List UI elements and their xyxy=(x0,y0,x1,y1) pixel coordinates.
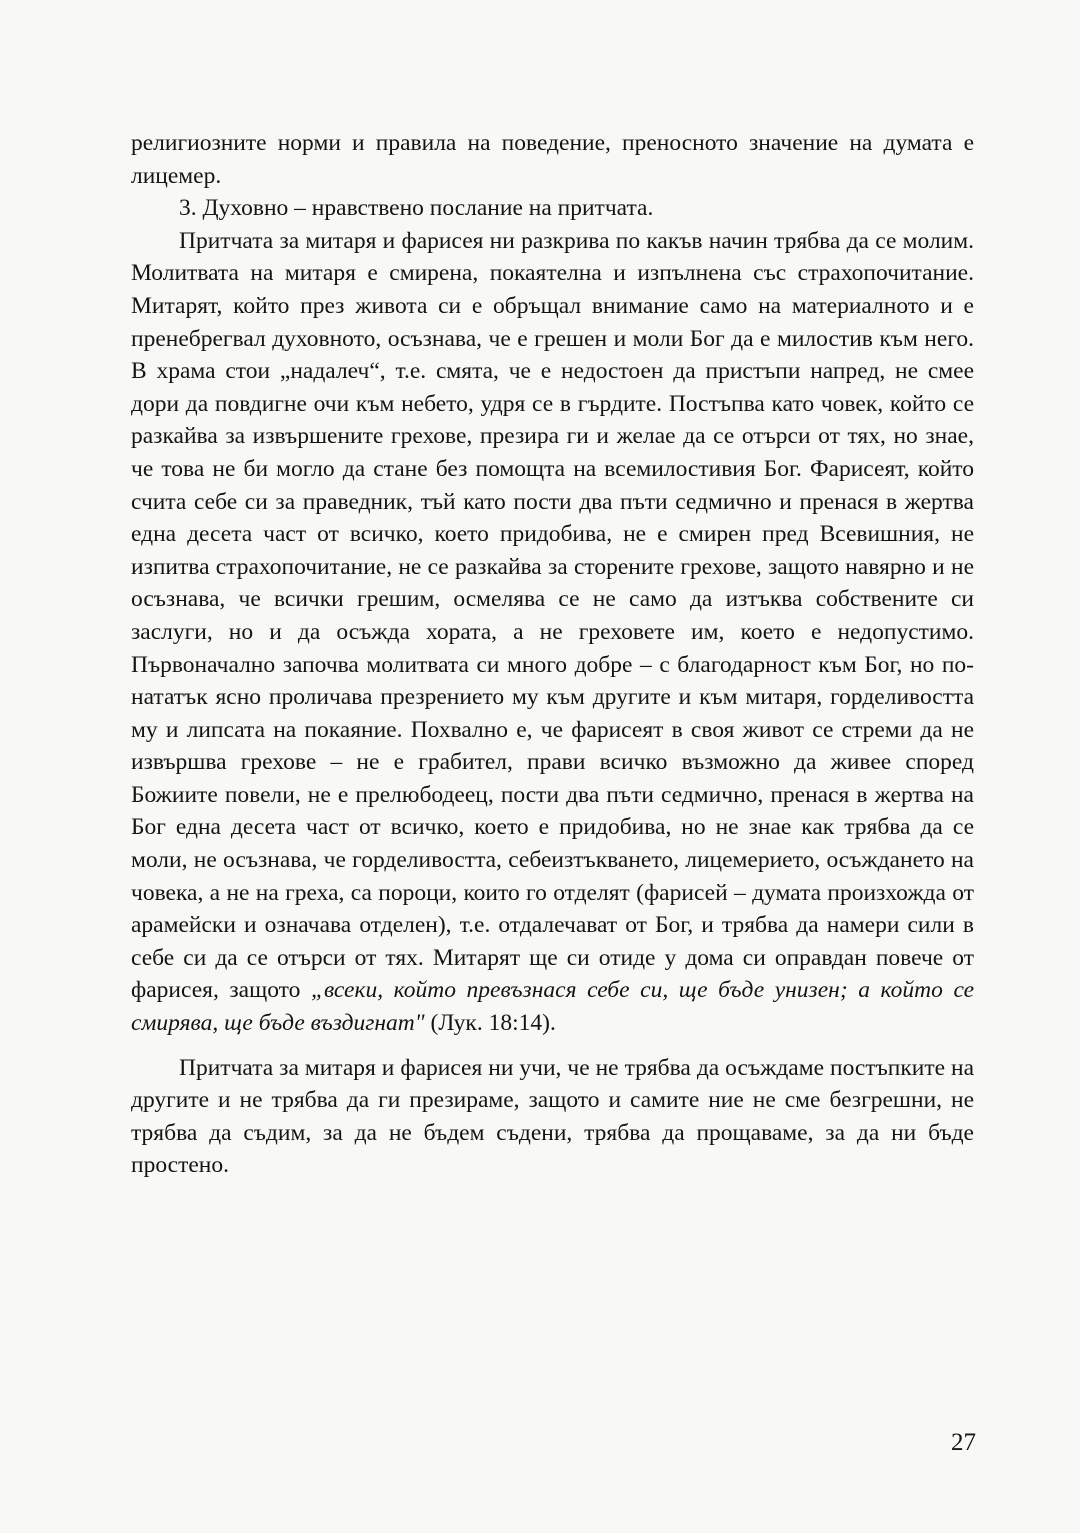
body-text xyxy=(131,127,974,1182)
paragraph-conclusion: Притчата за митаря и фарисея ни учи, че не трябва да осъждаме постъпките на другите и не трябва да ги презираме, защото и самите ние не сме безгрешни, не трябва да съдим, за да не бъдем съдени, трябва да прощаваме, за да ни бъде простено. xyxy=(131,1054,974,1179)
bible-quote: „всеки, който превъзнася себе си, ще бъде унизен; а който се смирява, ще бъде въздигнат" xyxy=(131,977,974,1037)
paragraph-main-text: Притчата за митаря и фарисея ни разкрива по какъв начин трябва да се молим. Молитвата на митаря е смирена, покаятелна и изпълнена със страхопочитание. Митарят, който през живота си е обръщал внимание само на материалното и е пренебрегвал духовното, осъзнава, че е грешен и моли Бог да е милостив към него. В храма стои „надалеч“, т.е. смята, че е недостоен да пристъпи напред, не смее дори да повдигне очи към небето, удря се в гърдите. Постъпва като човек, който се разкайва за извършените грехове, презира ги и желае да се отърси от тях, но знае, че това не би могло да стане без помощта на всемилостивия Бог. Фарисеят, който счита себе си за праведник, тъй като пости два пъти седмично и пренася в жертва една десета част от всичко, което придобива, не е смирен пред Всевишния, не изпитва страхопочитание, не се разкайва за сторените грехове, защото навярно и не осъзнава, че всички грешим, осмелява се не само да изтъква собствените си заслуги, но и да осъжда хората, а не греховете им, което е недопустимо. Първоначално започва молитвата си много добре – с благодарност към Бог, но по-нататък ясно проличава презрението му към другите и към митаря, горделивостта му и липсата на покаяние. Похвално е, че фарисеят в своя живот се стреми да не извършва грехове – не е грабител, прави всичко възможно да живее според Божиите повели, не е прелюбодеец, пости два пъти седмично, пренася в жертва на Бог една десета част от всичко, което е придобива, но не знае как трябва да се моли, не осъзнава, че горделивостта, себеизтъкването, лицемерието, осъждането на човека, а не на греха, са пороци, които го отделят (фарисей – думата произхожда от арамейски и означава отделен), т.е. отдалечават от Бог, и трябва да намери сили в себе си да се отърси от тях. Митарят ще си отиде у дома си оправдан повече от фарисея, защото xyxy=(131,227,974,1004)
paragraph-main xyxy=(131,225,974,1040)
page-number: 27 xyxy=(951,1429,976,1456)
paragraph-continuation: религиозните норми и правила на поведение, преносното значение на думата е лицемер. xyxy=(131,130,974,189)
bible-citation: (Лук. 18:14). xyxy=(424,1010,556,1037)
section-heading: 3. Духовно – нравствено послание на притчата. xyxy=(179,195,654,222)
